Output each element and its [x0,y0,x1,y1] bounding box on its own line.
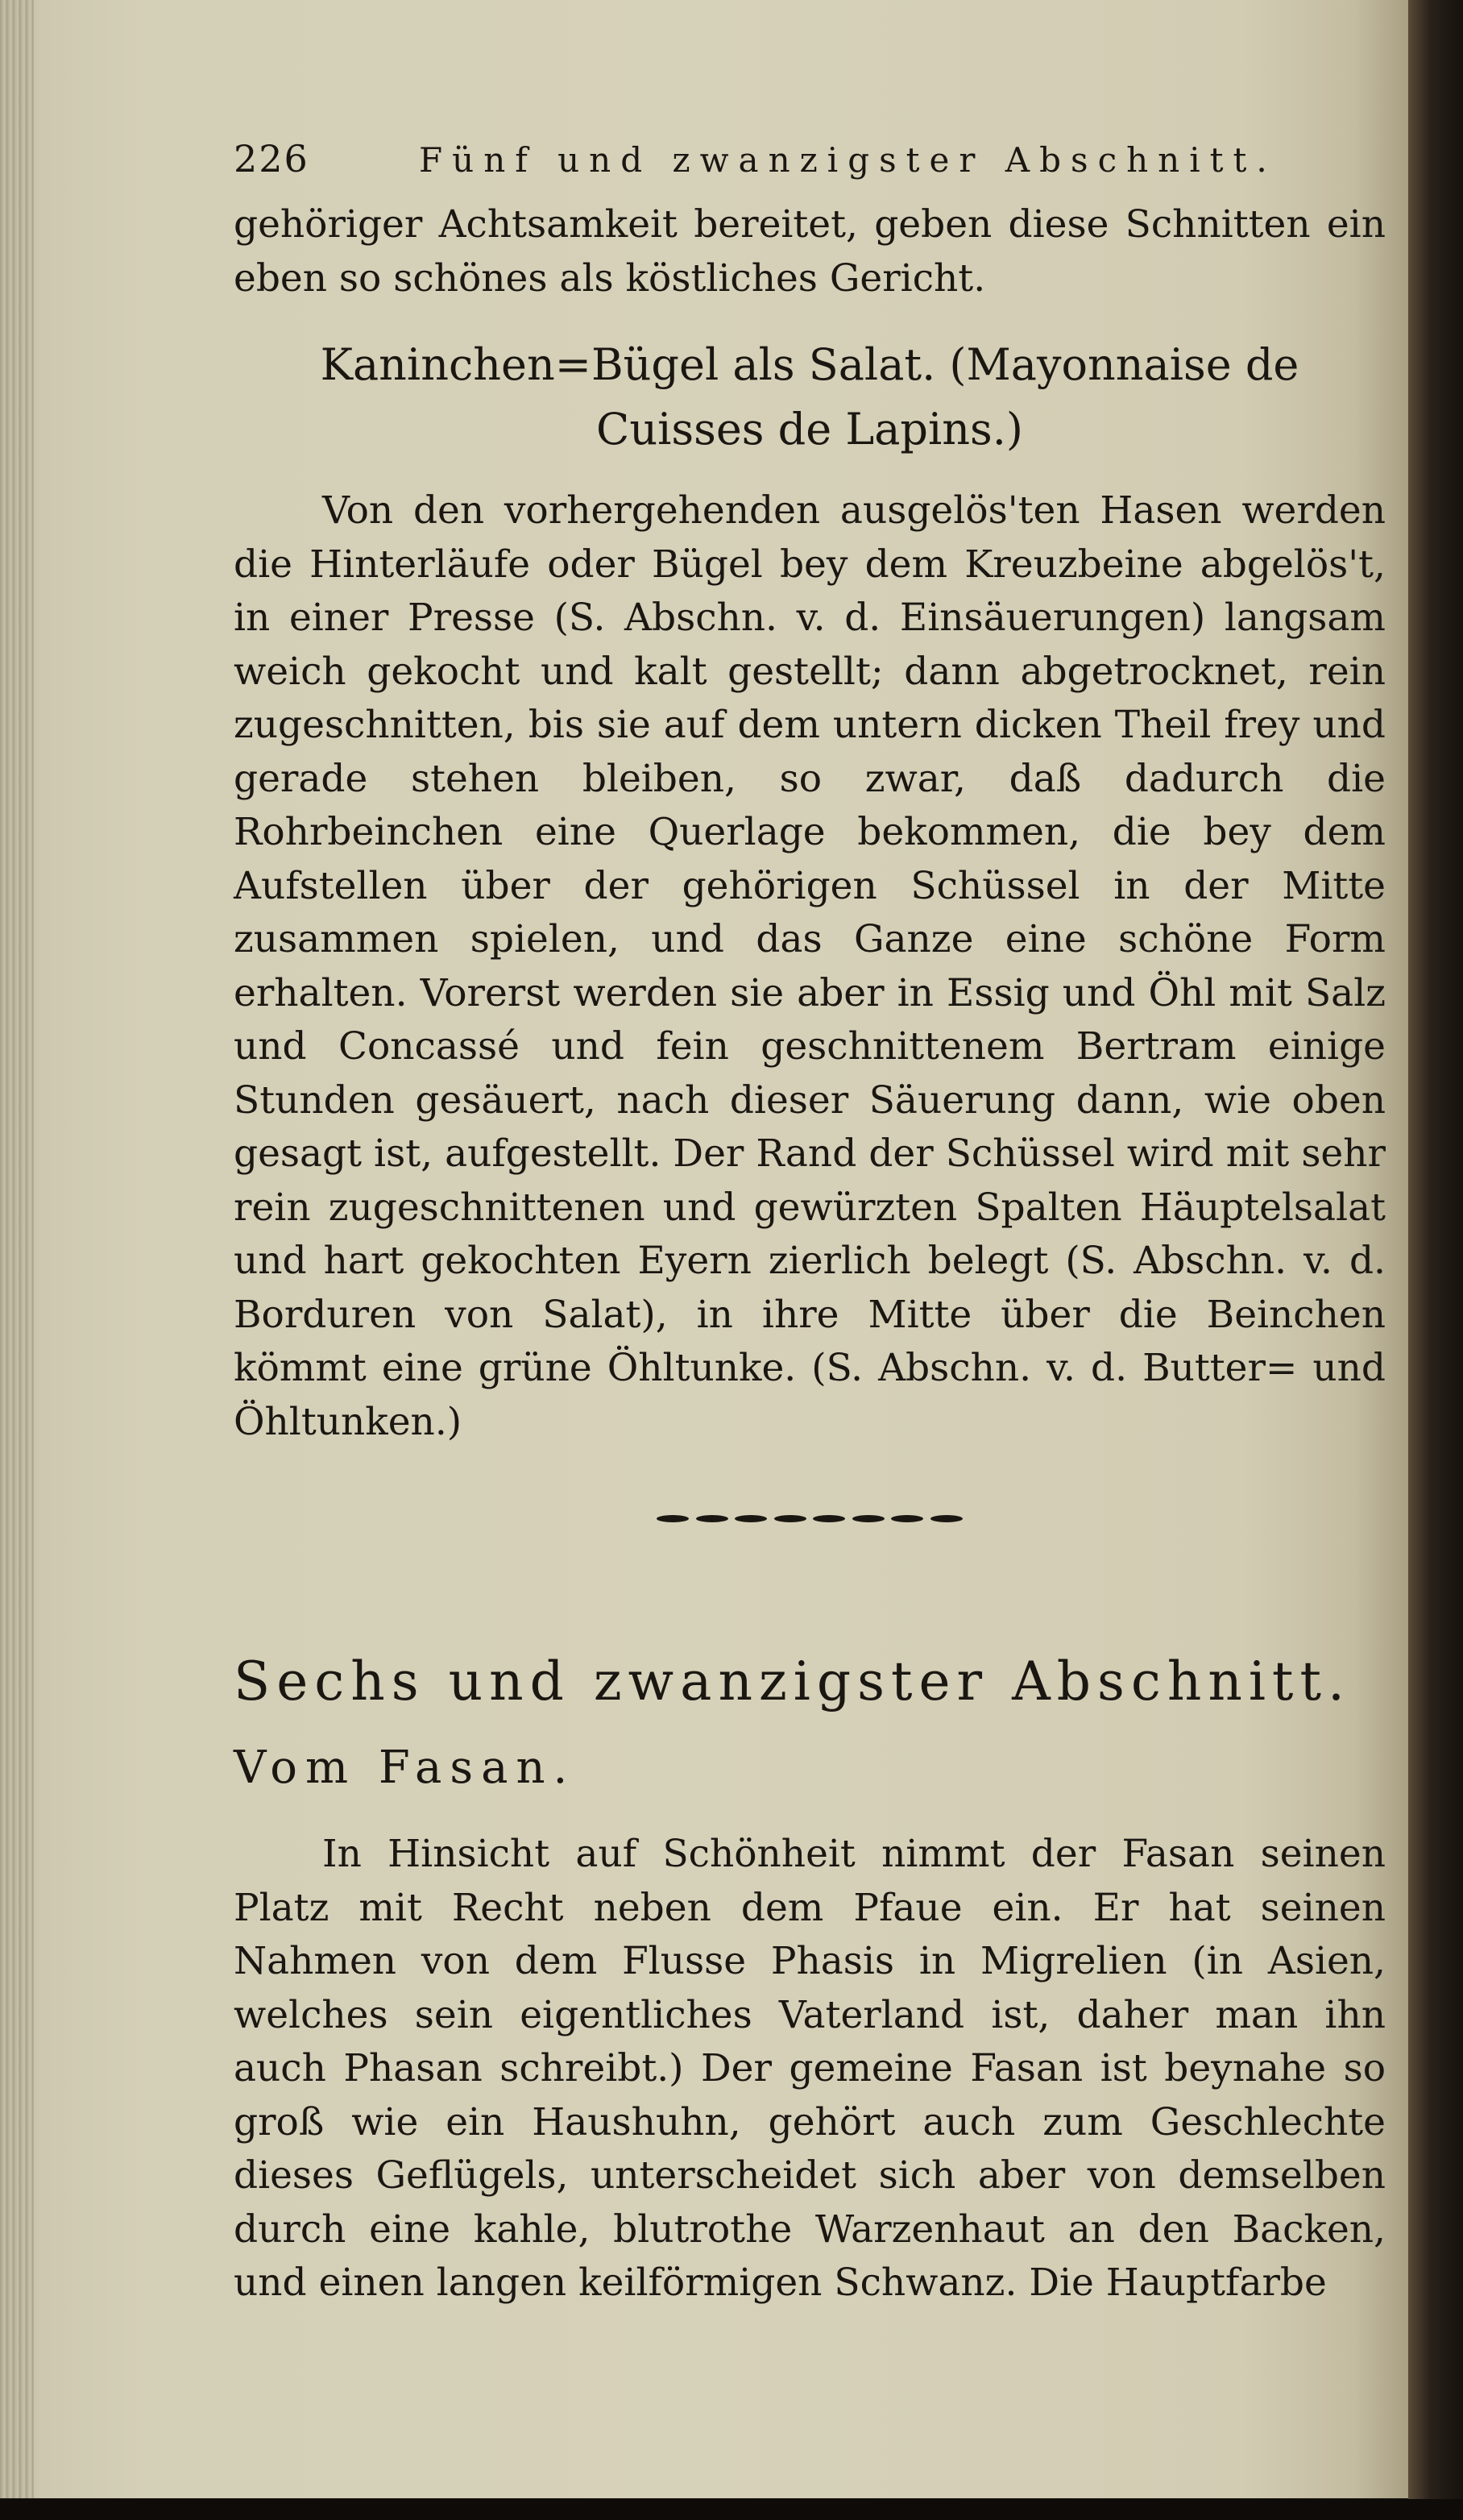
chapter-heading: Sechs und zwanzigster Abschnitt. [234,1650,1351,1713]
running-title: Fünf und zwanzigster Abschnitt. [419,140,1277,180]
chapter-paragraph: In Hinsicht auf Schönheit nimmt der Fasan seinen Platz mit Recht neben dem Pfaue ein. Er hat seinen Nahmen von dem Flusse Phasis in Migrelien (in Asien, welches sein eigentliches Vaterland ist, daher man ihn auch Phasan schreibt.) Der gemeine Fasan ist beynahe so groß wie ein Haushuhn, gehört auch zum Geschlechte dieses Geflügels, unterscheidet sich aber von demselben durch eine kahle, blutrothe Warzenhaut an den Backen, und einen langen keilförmigen Schwanz. Die Hauptfarbe [234,1832,1386,2305]
running-head [234,137,1386,193]
continuation-paragraph: gehöriger Achtsamkeit bereitet, geben diese Schnitten ein eben so schönes als köstliches Gericht. [234,202,1386,301]
recipe-paragraph: Von den vorhergehenden ausgelös'ten Hasen werden die Hinterläufe oder Bügel bey dem Kreuzbeine abgelös't, in einer Presse (S. Abschn. v. d. Einsäuerungen) langsam weich gekocht und kalt gestellt; dann abgetrocknet, rein zugeschnitten, bis sie auf dem untern dicken Theil frey und gerade stehen bleiben, so zwar, daß dadurch die Rohrbeinchen eine Querlage bekommen, die bey dem Aufstellen über der gehörigen Schüssel in der Mitte zusammen spielen, und das Ganze eine schöne Form erhalten. Vorerst werden sie aber in Essig und Öhl mit Salz und Concassé und fein geschnittenem Bertram einige Stunden gesäuert, nach dieser Säuerung dann, wie oben gesagt ist, aufgestellt. Der Rand der Schüssel wird mit sehr rein zugeschnittenen und gewürzten Spalten Häuptelsalat und hart gekochten Eyern zierlich belegt (S. Abschn. v. d. Borduren von Salat), in ihre Mitte über die Beinchen kömmt eine grüne Öhltunke. (S. Abschn. v. d. Butter= und Öhltunken.) [234,488,1386,1444]
page-number: 226 [234,137,309,181]
binding-edge [1408,0,1463,2520]
ornamental-divider [657,1512,963,1525]
section-heading: Vom Fasan. [234,1742,576,1794]
page-text-block [234,137,1386,2310]
page-stack-edge [0,0,34,2498]
bottom-shadow [0,2499,1463,2520]
recipe-heading: Kaninchen=Bügel als Salat. (Mayonnaise de Cuisses de Lapins.) [320,339,1299,455]
